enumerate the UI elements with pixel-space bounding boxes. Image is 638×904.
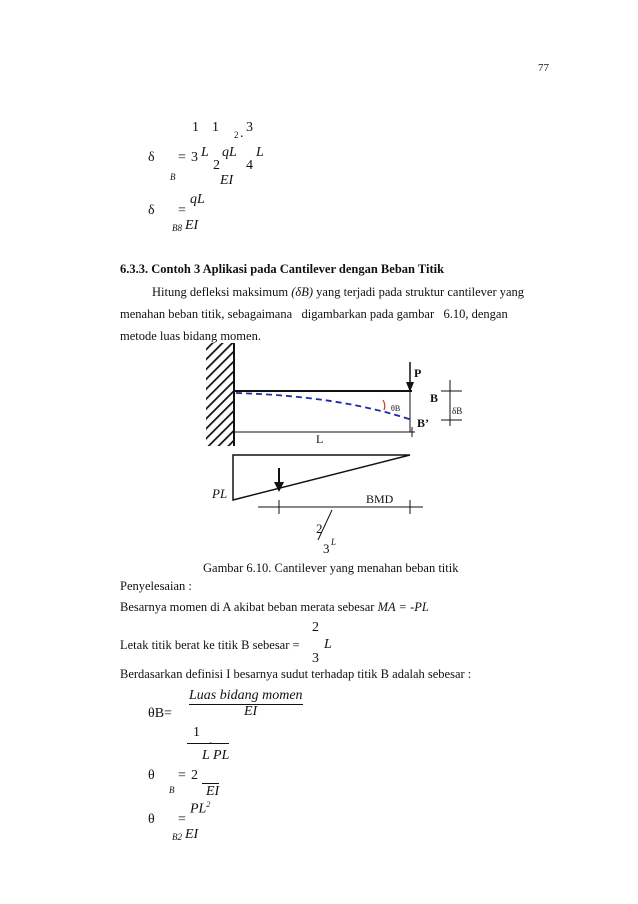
paragraph-line-1-b: yang terjadi pada struktur cantilever yang (316, 285, 525, 299)
theta1-numerator: Luas bidang momen (189, 688, 303, 703)
theta2-lhs: θ (148, 768, 155, 783)
eq1-qL: qL (222, 145, 237, 160)
eq1-num-1: 1 (192, 120, 199, 135)
moment-line (120, 600, 429, 615)
paragraph-line-2: menahan beban titik, sebagaimana digambarkan pada gambar 6.10, dengan (120, 307, 508, 321)
label-B-prime: B’ (417, 416, 429, 430)
definition-line: Berdasarkan definisi I besarnya sudut terhadap titik B adalah sebesar : (120, 667, 472, 681)
theta1-lhs: θB= (148, 706, 172, 721)
paragraph-delta-symbol: (δB) (291, 285, 314, 299)
fixed-support-wall (206, 343, 234, 446)
eq1-exp: 2 (234, 130, 239, 140)
page-number: 77 (538, 62, 549, 74)
theta2-numerator: 1 (193, 725, 200, 740)
label-theta-B: θB (391, 404, 401, 413)
eq1-L1: L (201, 145, 209, 160)
eq2-EI: EI (185, 218, 199, 233)
moment-line-text: Besarnya momen di A akibat beban merata sebesar (120, 600, 375, 614)
theta2-EI: EI (202, 783, 219, 800)
eq2-sub: B8 (172, 223, 182, 233)
eq1-den-2: 2 (213, 158, 220, 173)
centroid-numerator: 2 (312, 620, 319, 635)
theta3-PL: PL (190, 801, 207, 817)
theta3-lhs: θ (148, 812, 155, 827)
eq2-numerator: qL (190, 192, 205, 207)
label-L: L (316, 432, 324, 446)
label-PL: PL (212, 486, 228, 501)
eq1-sub-B: B (170, 172, 176, 182)
theta1-denominator: EI (244, 704, 258, 719)
theta2-L-PL: L PL (202, 748, 230, 763)
eq1-delta: δ (148, 150, 155, 165)
label-fraction-2: 2 (316, 521, 323, 536)
eq1-num-3: 3 (246, 120, 253, 135)
eq2-equals: = (178, 203, 186, 218)
label-delta-B: δB (452, 406, 463, 416)
label-B: B (430, 391, 439, 405)
figure-caption: Gambar 6.10. Cantilever yang menahan beban titik (203, 561, 459, 575)
eq1-EI: EI (220, 173, 234, 188)
slope-angle-arc (383, 400, 385, 410)
label-P: P (414, 366, 422, 380)
solution-title: Penyelesaian : (120, 579, 192, 593)
eq1-den-4: 4 (246, 158, 253, 173)
eq1-equals: = (178, 150, 186, 165)
eq1-dot: . (240, 126, 244, 141)
label-fraction-L: L (331, 537, 337, 547)
paragraph-line-3: metode luas bidang momen. (120, 329, 261, 343)
theta3-numerator (190, 800, 210, 818)
moment-symbol: MA = -PL (377, 600, 429, 614)
centroid-line: Letak titik berat ke titik B sebesar = (120, 638, 300, 652)
deflected-shape (236, 393, 412, 420)
centroid-denominator: 3 (312, 651, 319, 666)
paragraph-line-1-a: Hitung defleksi maksimum (152, 285, 289, 299)
eq2-delta: δ (148, 203, 155, 218)
theta2-fraction-bar (187, 743, 229, 744)
theta2-equals: = (178, 768, 186, 783)
eq1-L2: L (256, 145, 264, 160)
eq1-num-2: 1 (212, 120, 219, 135)
theta3-sub: B2 (172, 832, 182, 842)
theta2-two: 2 (191, 768, 198, 783)
label-A (206, 404, 207, 405)
theta3-EI: EI (185, 827, 199, 842)
theta2-sub: B (169, 785, 175, 795)
centroid-L: L (324, 637, 332, 652)
label-BMD: BMD (366, 492, 394, 506)
eq1-coef: 3 (191, 150, 198, 165)
theta2-dot: . (209, 733, 213, 748)
theta3-equals: = (178, 812, 186, 827)
theta3-exp: 2 (206, 800, 211, 809)
label-fraction-3: 3 (323, 541, 330, 556)
section-heading: 6.3.3. Contoh 3 Aplikasi pada Cantilever dengan Beban Titik (120, 262, 445, 276)
